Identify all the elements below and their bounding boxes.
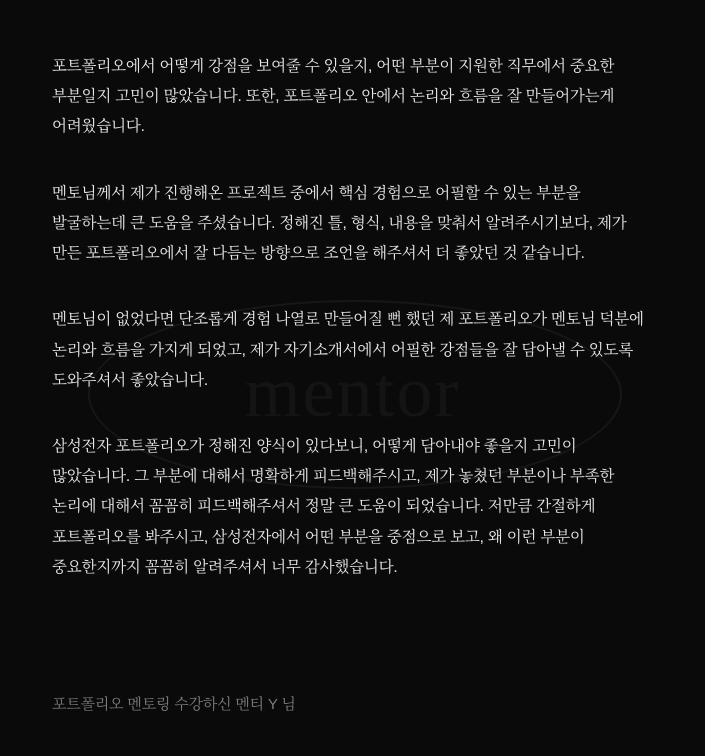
paragraph: 포트폴리오에서 어떻게 강점을 보여줄 수 있을지, 어떤 부분이 지원한 직무에서 중요한 부분일지 고민이 많았습니다. 또한, 포트폴리오 안에서 논리와 흐름을 잘 만들어가는게 어려웠습니다.	[52, 58, 615, 136]
paragraph: 멘토님께서 제가 진행해온 프로젝트 중에서 핵심 경험으로 어필할 수 있는 부분을 발굴하는데 큰 도움을 주셨습니다. 정해진 틀, 형식, 내용을 맞춰서 알려주시기보다, 제가 만든 포트폴리오에서 잘 다듬는 방향으로 조언을 해주셔서 더 좋았던 것 같습니다.	[52, 184, 627, 263]
paragraph: 삼성전자 포트폴리오가 정해진 양식이 있다보니, 어떻게 담아내야 좋을지 고민이 많았습니다. 그 부분에 대해서 명확하게 피드백해주시고, 제가 놓쳤던 부분이나 부족한 논리에 대해서 꼼꼼히 피드백해주셔서 정말 큰 도움이 되었습니다. 저만큼 간절하게 포트폴리오를 봐주시고, 삼성전자에서 어떤 부분을 중점으로 보고, 왜 이런 부분이 중요한지까지 꼼꼼히 알려주셔서 너무 감사했습니다.	[52, 437, 615, 576]
testimonial-signature: 포트폴리오 멘토링 수강하신 멘티 Y 님	[52, 696, 296, 713]
paragraph: 멘토님이 없었다면 단조롭게 경험 나열로 만들어질 뻔 했던 제 포트폴리오가 멘토님 덕분에 논리와 흐름을 가지게 되었고, 제가 자기소개서에서 어필한 강점들을 잘 담아낼 수 있도록 도와주셔서 좋았습니다.	[52, 311, 644, 389]
